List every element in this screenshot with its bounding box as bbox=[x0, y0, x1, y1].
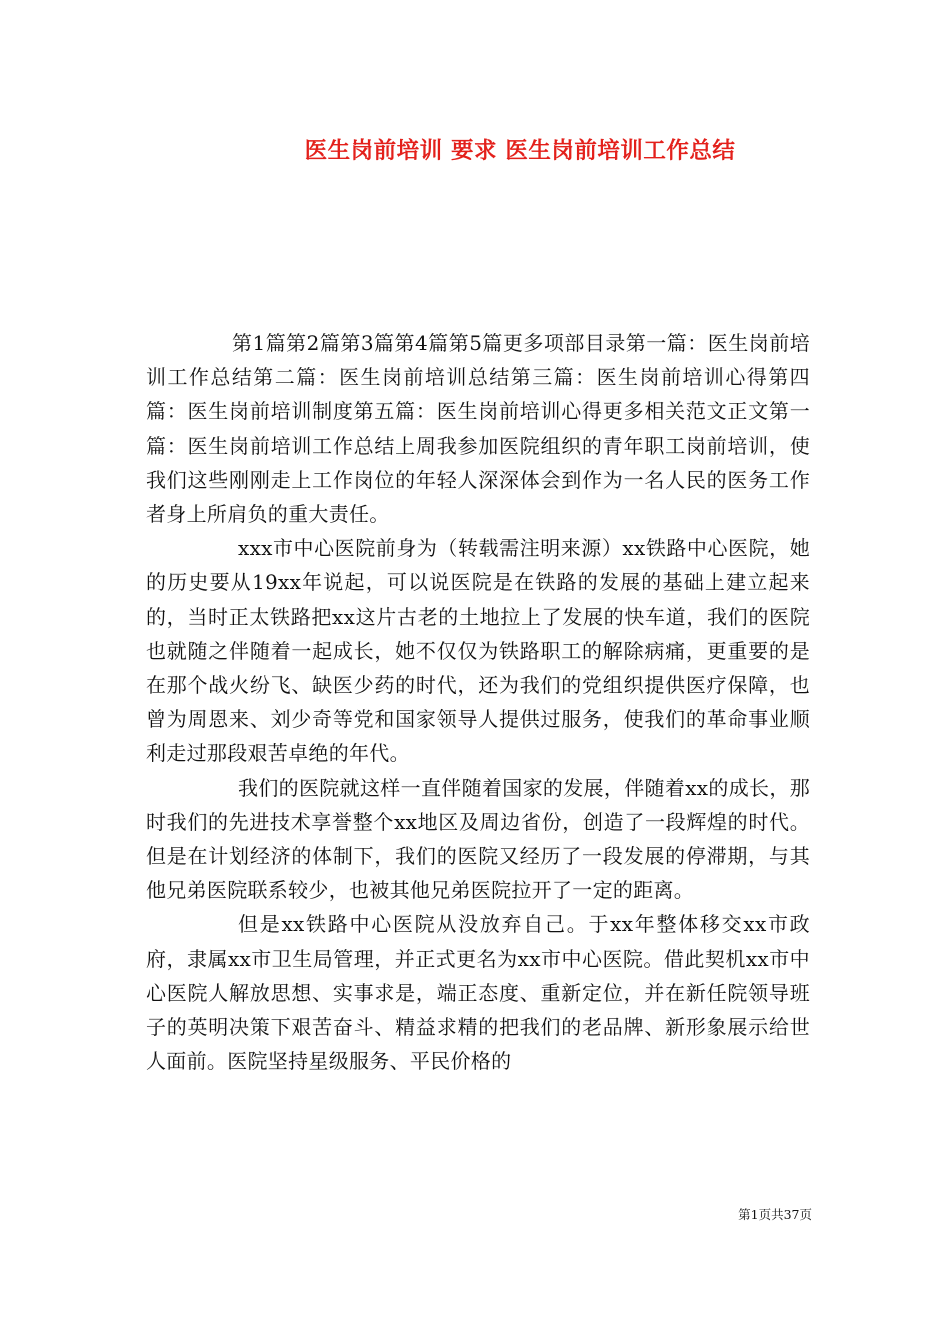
paragraph: xxx市中心医院前身为（转载需注明来源）xx铁路中心医院，她的历史要从19xx年说起，可以说医院是在铁路的发展的基础上建立起来的，当时正太铁路把xx这片古老的土地拉上了发展的快车道，我们的医院也就随之伴随着一起成长，她不仅仅为铁路职工的解除病痛，更重要的是在那个战火纷飞、缺医少药的时代，还为我们的党组织提供医疗保障，也曾为周恩来、刘少奇等党和国家领导人提供过服务，使我们的革命事业顺利走过那段艰苦卓绝的年代。 bbox=[146, 536, 810, 766]
document-body bbox=[146, 326, 810, 1078]
page-number-footer: 第1页共37页 bbox=[738, 1207, 812, 1222]
paragraph: 第1篇第2篇第3篇第4篇第5篇更多项部目录第一篇：医生岗前培训工作总结第二篇：医生岗前培训总结第三篇：医生岗前培训心得第四篇：医生岗前培训制度第五篇：医生岗前培训心得更多相关范文正文第一篇：医生岗前培训工作总结上周我参加医院组织的青年职工岗前培训，使我们这些刚刚走上工作岗位的年轻人深深体会到作为一名人民的医务工作者身上所肩负的重大责任。 bbox=[146, 331, 810, 527]
document-title: 医生岗前培训 要求 医生岗前培训工作总结 bbox=[304, 138, 736, 164]
paragraph: 但是xx铁路中心医院从没放弃自己。于xx年整体移交xx市政府，隶属xx市卫生局管理，并正式更名为xx市中心医院。借此契机xx市中心医院人解放思想、实事求是，端正态度、重新定位，并在新任院领导班子的英明决策下艰苦奋斗、精益求精的把我们的老品牌、新形象展示给世人面前。医院坚持星级服务、平民价格的 bbox=[146, 912, 810, 1074]
paragraph: 我们的医院就这样一直伴随着国家的发展，伴随着xx的成长，那时我们的先进技术享誉整个xx地区及周边省份，创造了一段辉煌的时代。但是在计划经济的体制下，我们的医院又经历了一段发展的停滞期，与其他兄弟医院联系较少，也被其他兄弟医院拉开了一定的距离。 bbox=[146, 775, 810, 903]
